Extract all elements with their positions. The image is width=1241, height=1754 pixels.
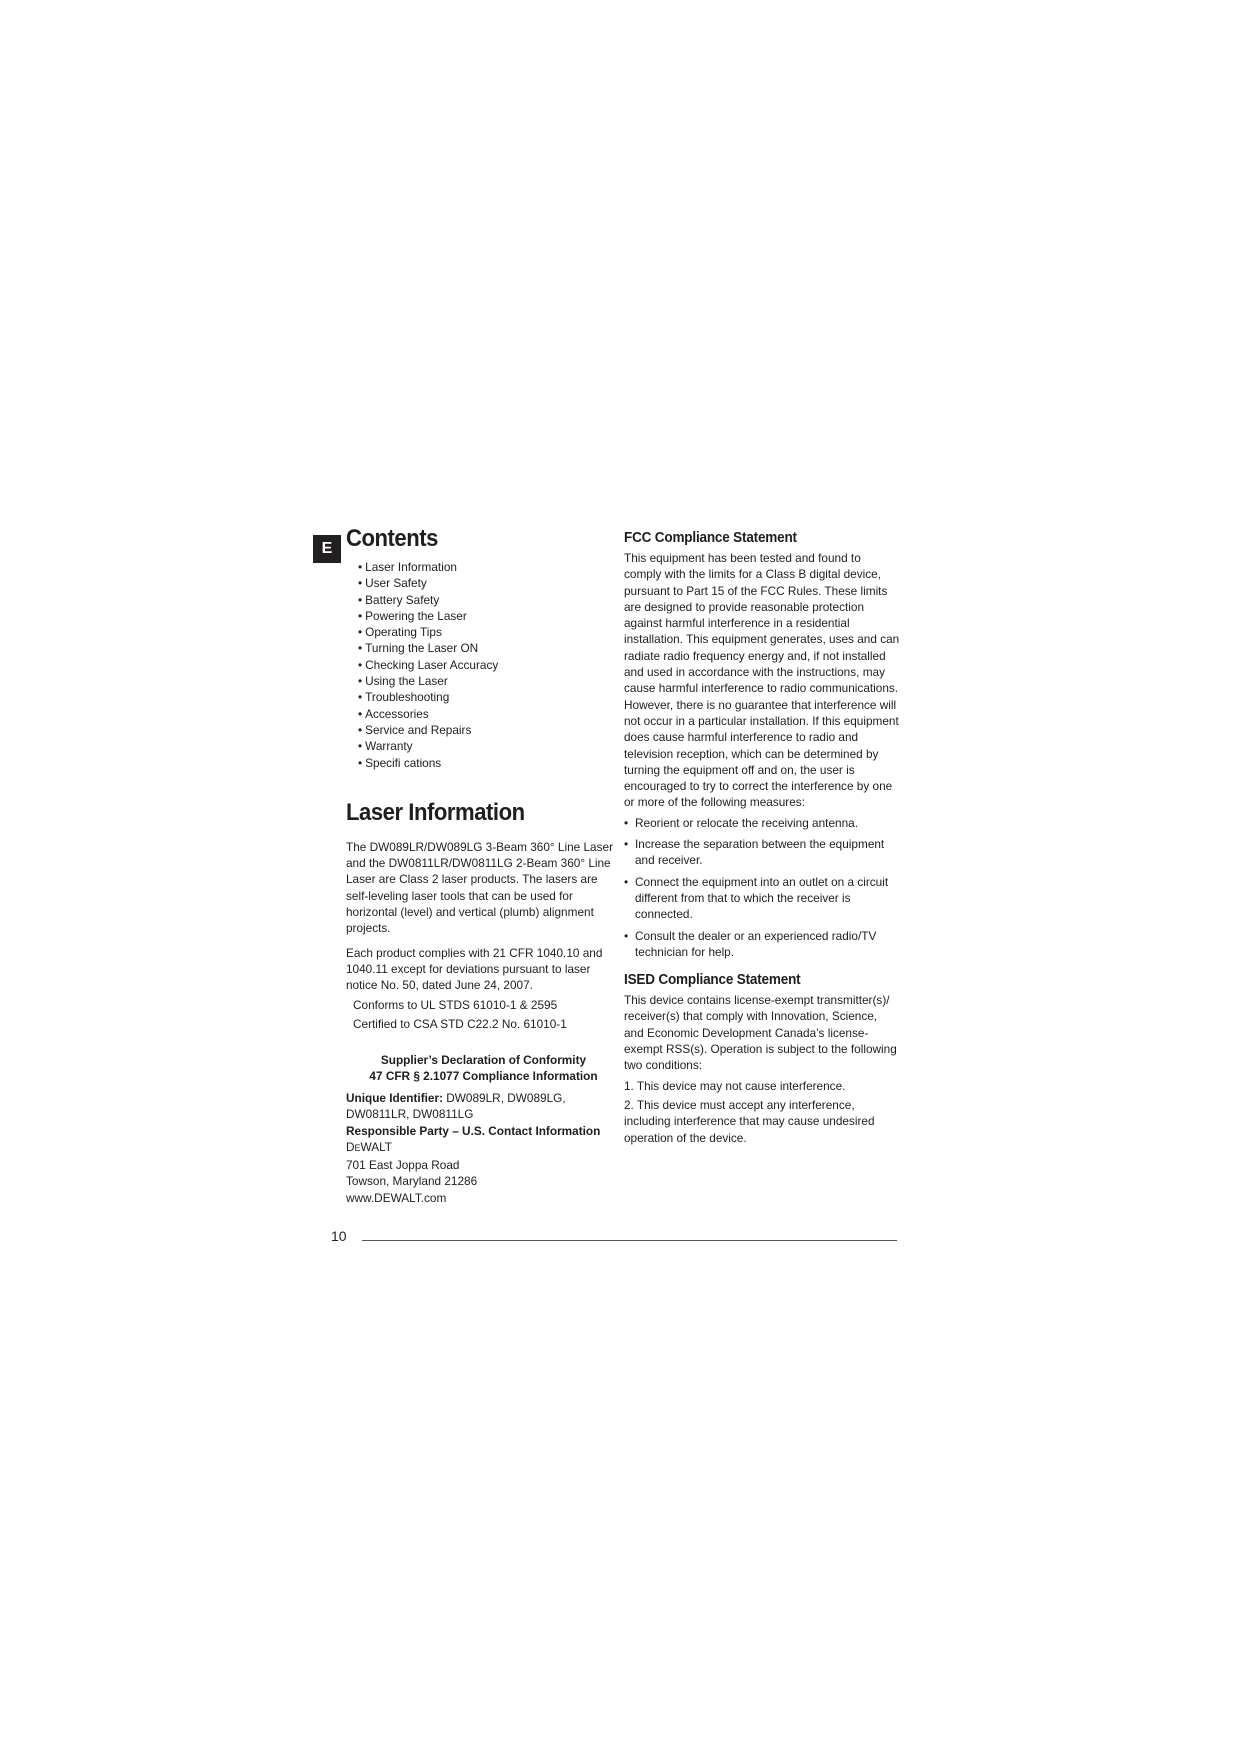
footer-divider (362, 1240, 897, 1241)
supplier-declaration-heading (346, 1052, 621, 1084)
address-line-street: 701 East Joppa Road (346, 1157, 460, 1172)
contents-heading: Contents (346, 525, 438, 552)
brand-name: DEWALT (346, 1140, 393, 1155)
contact-address (346, 1139, 621, 1206)
supplier-heading-line2: 47 CFR § 2.1077 Compliance Information (369, 1069, 598, 1084)
cfr-compliance-paragraph: Each product complies with 21 CFR 1040.10 and 1040.11 except for deviations pursuant to laser notice No. 50, dated June 24, 2007. (346, 945, 603, 993)
fcc-heading: FCC Compliance Statement (624, 530, 797, 546)
fcc-measure-item: • Connect the equipment into an outlet on a circuit different from that to which the receiver is connected. (624, 874, 900, 923)
left-column (346, 525, 621, 1206)
right-column (624, 530, 900, 1149)
website-link[interactable]: www.DEWALT.com (346, 1190, 447, 1205)
contents-item: • Powering the Laser (358, 608, 621, 624)
ul-conformity-line: Conforms to UL STDS 61010-1 & 2595 (353, 997, 558, 1012)
contents-item: • Service and Repairs (358, 722, 621, 738)
language-tab: E (313, 535, 341, 563)
contents-item: • Troubleshooting (358, 689, 621, 705)
address-line-city: Towson, Maryland 21286 (346, 1174, 478, 1189)
fcc-measure-item: • Reorient or relocate the receiving antenna. (624, 815, 900, 831)
responsible-party-label: Responsible Party – U.S. Contact Information (346, 1123, 601, 1138)
contents-item: • Turning the Laser ON (358, 640, 621, 656)
page-number: 10 (331, 1228, 347, 1244)
contents-item: • Specifi cations (358, 755, 621, 771)
ised-heading: ISED Compliance Statement (624, 972, 801, 989)
fcc-measure-item: • Increase the separation between the equipment and receiver. (624, 836, 900, 869)
contents-item: • Warranty (358, 738, 621, 754)
ised-condition-item: 2. This device must accept any interference, including interference that may cause undesired operation of the device. (624, 1097, 875, 1145)
contents-item: • User Safety (358, 575, 621, 591)
contents-item: • Laser Information (358, 559, 621, 575)
supplier-heading-line1: Supplier’s Declaration of Conformity (380, 1053, 587, 1068)
unique-identifier (346, 1090, 621, 1123)
contents-item: • Accessories (358, 706, 621, 722)
csa-certification-line: Certified to CSA STD C22.2 No. 61010-1 (353, 1016, 567, 1031)
contents-item: • Checking Laser Accuracy (358, 657, 621, 673)
fcc-measure-item: • Consult the dealer or an experienced radio/TV technician for help. (624, 928, 900, 961)
contents-item: • Operating Tips (358, 624, 621, 640)
unique-identifier-value: DW089LR, DW089LG, DW0811LR, DW0811LG (346, 1091, 566, 1122)
fcc-measures-list (624, 815, 900, 960)
ised-body: This device contains license-exempt transmitter(s)/ receiver(s) that comply with Innovation, Science, and Economic Development Canada’s license-exempt RSS(s). Operation is subject to the following two conditions: (624, 993, 897, 1073)
ised-condition-item: 1. This device may not cause interference. (624, 1078, 846, 1093)
laser-info-paragraph: The DW089LR/DW089LG 3-Beam 360° Line Laser and the DW0811LR/DW0811LG 2-Beam 360° Line Laser are Class 2 laser products. The lasers are self-leveling laser tools that can be used for horizontal (level) and vertical (plumb) alignment projects. (346, 839, 614, 936)
ised-conditions-list (624, 1078, 900, 1146)
contents-list (358, 559, 621, 771)
contents-item: • Battery Safety (358, 592, 621, 608)
fcc-body: This equipment has been tested and found to comply with the limits for a Class B digital device, pursuant to Part 15 of the FCC Rules. These limits are designed to provide reasonable protection against harmful interference in a residential installation. This equipment generates, uses and can radiate radio frequency energy and, if not installed and used in accordance with the instructions, may cause harmful interference to radio communications. However, there is no guarantee that interference will not occur in a particular installation. If this equipment does cause harmful interference to radio and television reception, which can be determined by turning the equipment off and on, the user is encouraged to try to correct the interference by one or more of the following measures: (624, 551, 900, 810)
laser-information-heading: Laser Information (346, 798, 525, 826)
unique-identifier-label: Unique Identifier: (346, 1091, 443, 1106)
contents-item: • Using the Laser (358, 673, 621, 689)
